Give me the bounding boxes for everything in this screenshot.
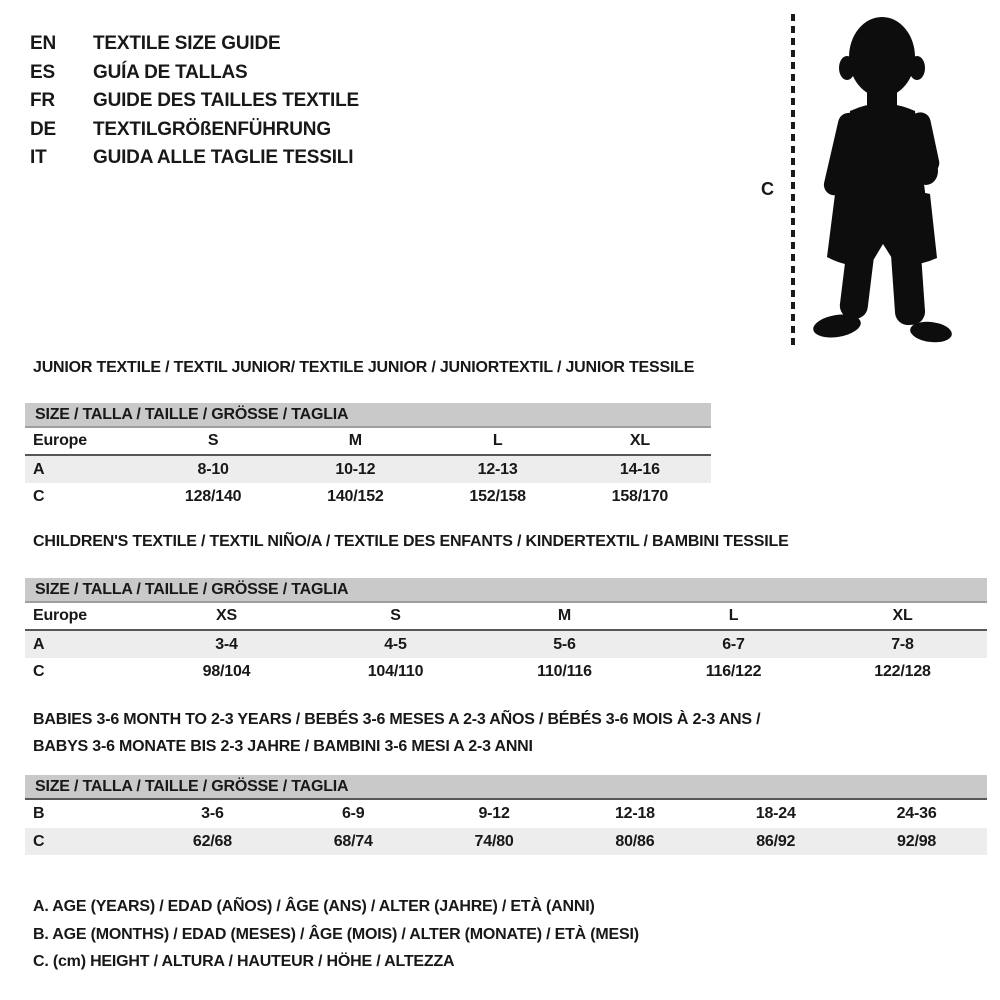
size-header-bar: SIZE / TALLA / TAILLE / GRÖSSE / TAGLIA [25, 775, 987, 800]
row-label: C [33, 663, 45, 680]
language-code: DE [30, 118, 56, 140]
size-header-bar: SIZE / TALLA / TAILLE / GRÖSSE / TAGLIA [25, 578, 987, 603]
language-title: GUÍA DE TALLAS [93, 61, 248, 83]
language-row [30, 116, 359, 145]
age-cell: 10-12 [335, 460, 376, 478]
age-cell: 6-9 [341, 805, 365, 822]
age-cell: 4-5 [384, 635, 407, 653]
junior-table-title: JUNIOR TEXTILE / TEXTIL JUNIOR/ TEXTILE JUNIOR / JUNIORTEXTIL / JUNIOR TESSILE [33, 359, 695, 376]
size-cell: M [348, 432, 362, 449]
size-cell: XL [892, 607, 913, 624]
age-cell: 7-8 [891, 635, 914, 653]
language-code: ES [30, 61, 55, 83]
language-title: TEXTILGRÖßENFÜHRUNG [93, 118, 331, 140]
age-cell: 8-10 [197, 460, 229, 478]
height-measure-label: C [761, 179, 774, 199]
language-row [30, 144, 359, 173]
age-cell: 24-36 [896, 805, 937, 822]
toddler-silhouette-icon [805, 8, 955, 348]
height-cell: 92/98 [897, 832, 937, 850]
age-cell: 6-7 [722, 635, 745, 653]
row-label: A [33, 635, 45, 653]
footnote-c: C. (cm) HEIGHT / ALTURA / HAUTEUR / HÖHE / ALTEZZA [33, 953, 455, 970]
age-cell: 18-24 [755, 805, 796, 822]
language-title-list [30, 30, 359, 173]
children-table-title: CHILDREN'S TEXTILE / TEXTIL NIÑO/A / TEXTILE DES ENFANTS / KINDERTEXTIL / BAMBINI TESSILE [33, 533, 789, 550]
table-row-age [25, 631, 987, 658]
language-code: FR [30, 90, 55, 111]
babies-size-table [25, 775, 987, 855]
height-cell: 158/170 [611, 488, 669, 505]
size-header-bar: SIZE / TALLA / TAILLE / GRÖSSE / TAGLIA [25, 403, 711, 428]
table-row-age [25, 456, 711, 483]
height-cell: 80/86 [615, 832, 655, 850]
age-cell: 3-4 [215, 635, 238, 653]
language-title: GUIDA ALLE TAGLIE TESSILI [93, 147, 354, 168]
language-row [30, 59, 359, 88]
age-cell: 12-13 [477, 460, 518, 478]
language-code: IT [30, 147, 47, 168]
age-cell: 12-18 [614, 805, 655, 822]
junior-size-table [25, 403, 711, 511]
height-cell: 110/116 [537, 663, 592, 680]
height-cell: 122/128 [874, 663, 931, 680]
age-cell: 9-12 [478, 805, 510, 822]
row-label: Europe [33, 607, 87, 624]
row-label: Europe [33, 432, 87, 449]
size-cell: XS [216, 607, 237, 624]
height-measure-dashed-line [791, 14, 795, 346]
height-cell: 140/152 [327, 488, 384, 505]
height-cell: 128/140 [184, 488, 242, 505]
row-label: A [33, 460, 45, 478]
row-label: C [33, 832, 45, 850]
size-cell: S [390, 607, 401, 624]
age-cell: 3-6 [201, 805, 224, 822]
table-row-age-months [25, 800, 987, 828]
size-cell: XL [629, 432, 650, 449]
table-row-height [25, 658, 987, 686]
height-cell: 98/104 [202, 663, 251, 680]
size-cell: L [492, 432, 503, 449]
height-cell: 62/68 [192, 832, 232, 850]
babies-title-line2: BABYS 3-6 MONATE BIS 2-3 JAHRE / BAMBINI 3-6 MESI A 2-3 ANNI [33, 738, 533, 755]
language-code: EN [30, 33, 56, 54]
size-cell: M [557, 607, 572, 624]
children-size-table [25, 578, 987, 686]
table-row-height [25, 483, 711, 511]
size-cell: L [728, 607, 739, 624]
footnote-a: A. AGE (YEARS) / EDAD (AÑOS) / ÂGE (ANS) / ALTER (JAHRE) / ETÀ (ANNI) [33, 898, 595, 915]
babies-title-line1: BABIES 3-6 MONTH TO 2-3 YEARS / BEBÉS 3-6 MESES A 2-3 AÑOS / BÉBÉS 3-6 MOIS À 2-3 ANS / [33, 711, 761, 728]
age-cell: 5-6 [553, 635, 576, 653]
height-cell: 74/80 [474, 832, 514, 850]
language-row [30, 30, 359, 59]
legend-footnotes [33, 893, 639, 976]
language-title: GUIDE DES TAILLES TEXTILE [93, 90, 359, 111]
table-row-europe [25, 603, 987, 631]
height-cell: 152/158 [469, 488, 526, 505]
size-cell: S [207, 432, 219, 449]
table-row-europe [25, 428, 711, 456]
row-label: C [33, 488, 45, 505]
height-cell: 116/122 [705, 663, 762, 680]
footnote-b: B. AGE (MONTHS) / EDAD (MESES) / ÂGE (MOIS) / ALTER (MONATE) / ETÀ (MESI) [33, 925, 639, 943]
height-cell: 104/110 [367, 663, 424, 680]
language-row [30, 87, 359, 116]
babies-table-title [33, 706, 760, 760]
language-title: TEXTILE SIZE GUIDE [93, 33, 281, 54]
height-cell: 68/74 [333, 832, 373, 850]
row-label: B [33, 805, 45, 822]
table-row-height [25, 828, 987, 855]
height-cell: 86/92 [756, 832, 796, 850]
age-cell: 14-16 [619, 460, 660, 478]
